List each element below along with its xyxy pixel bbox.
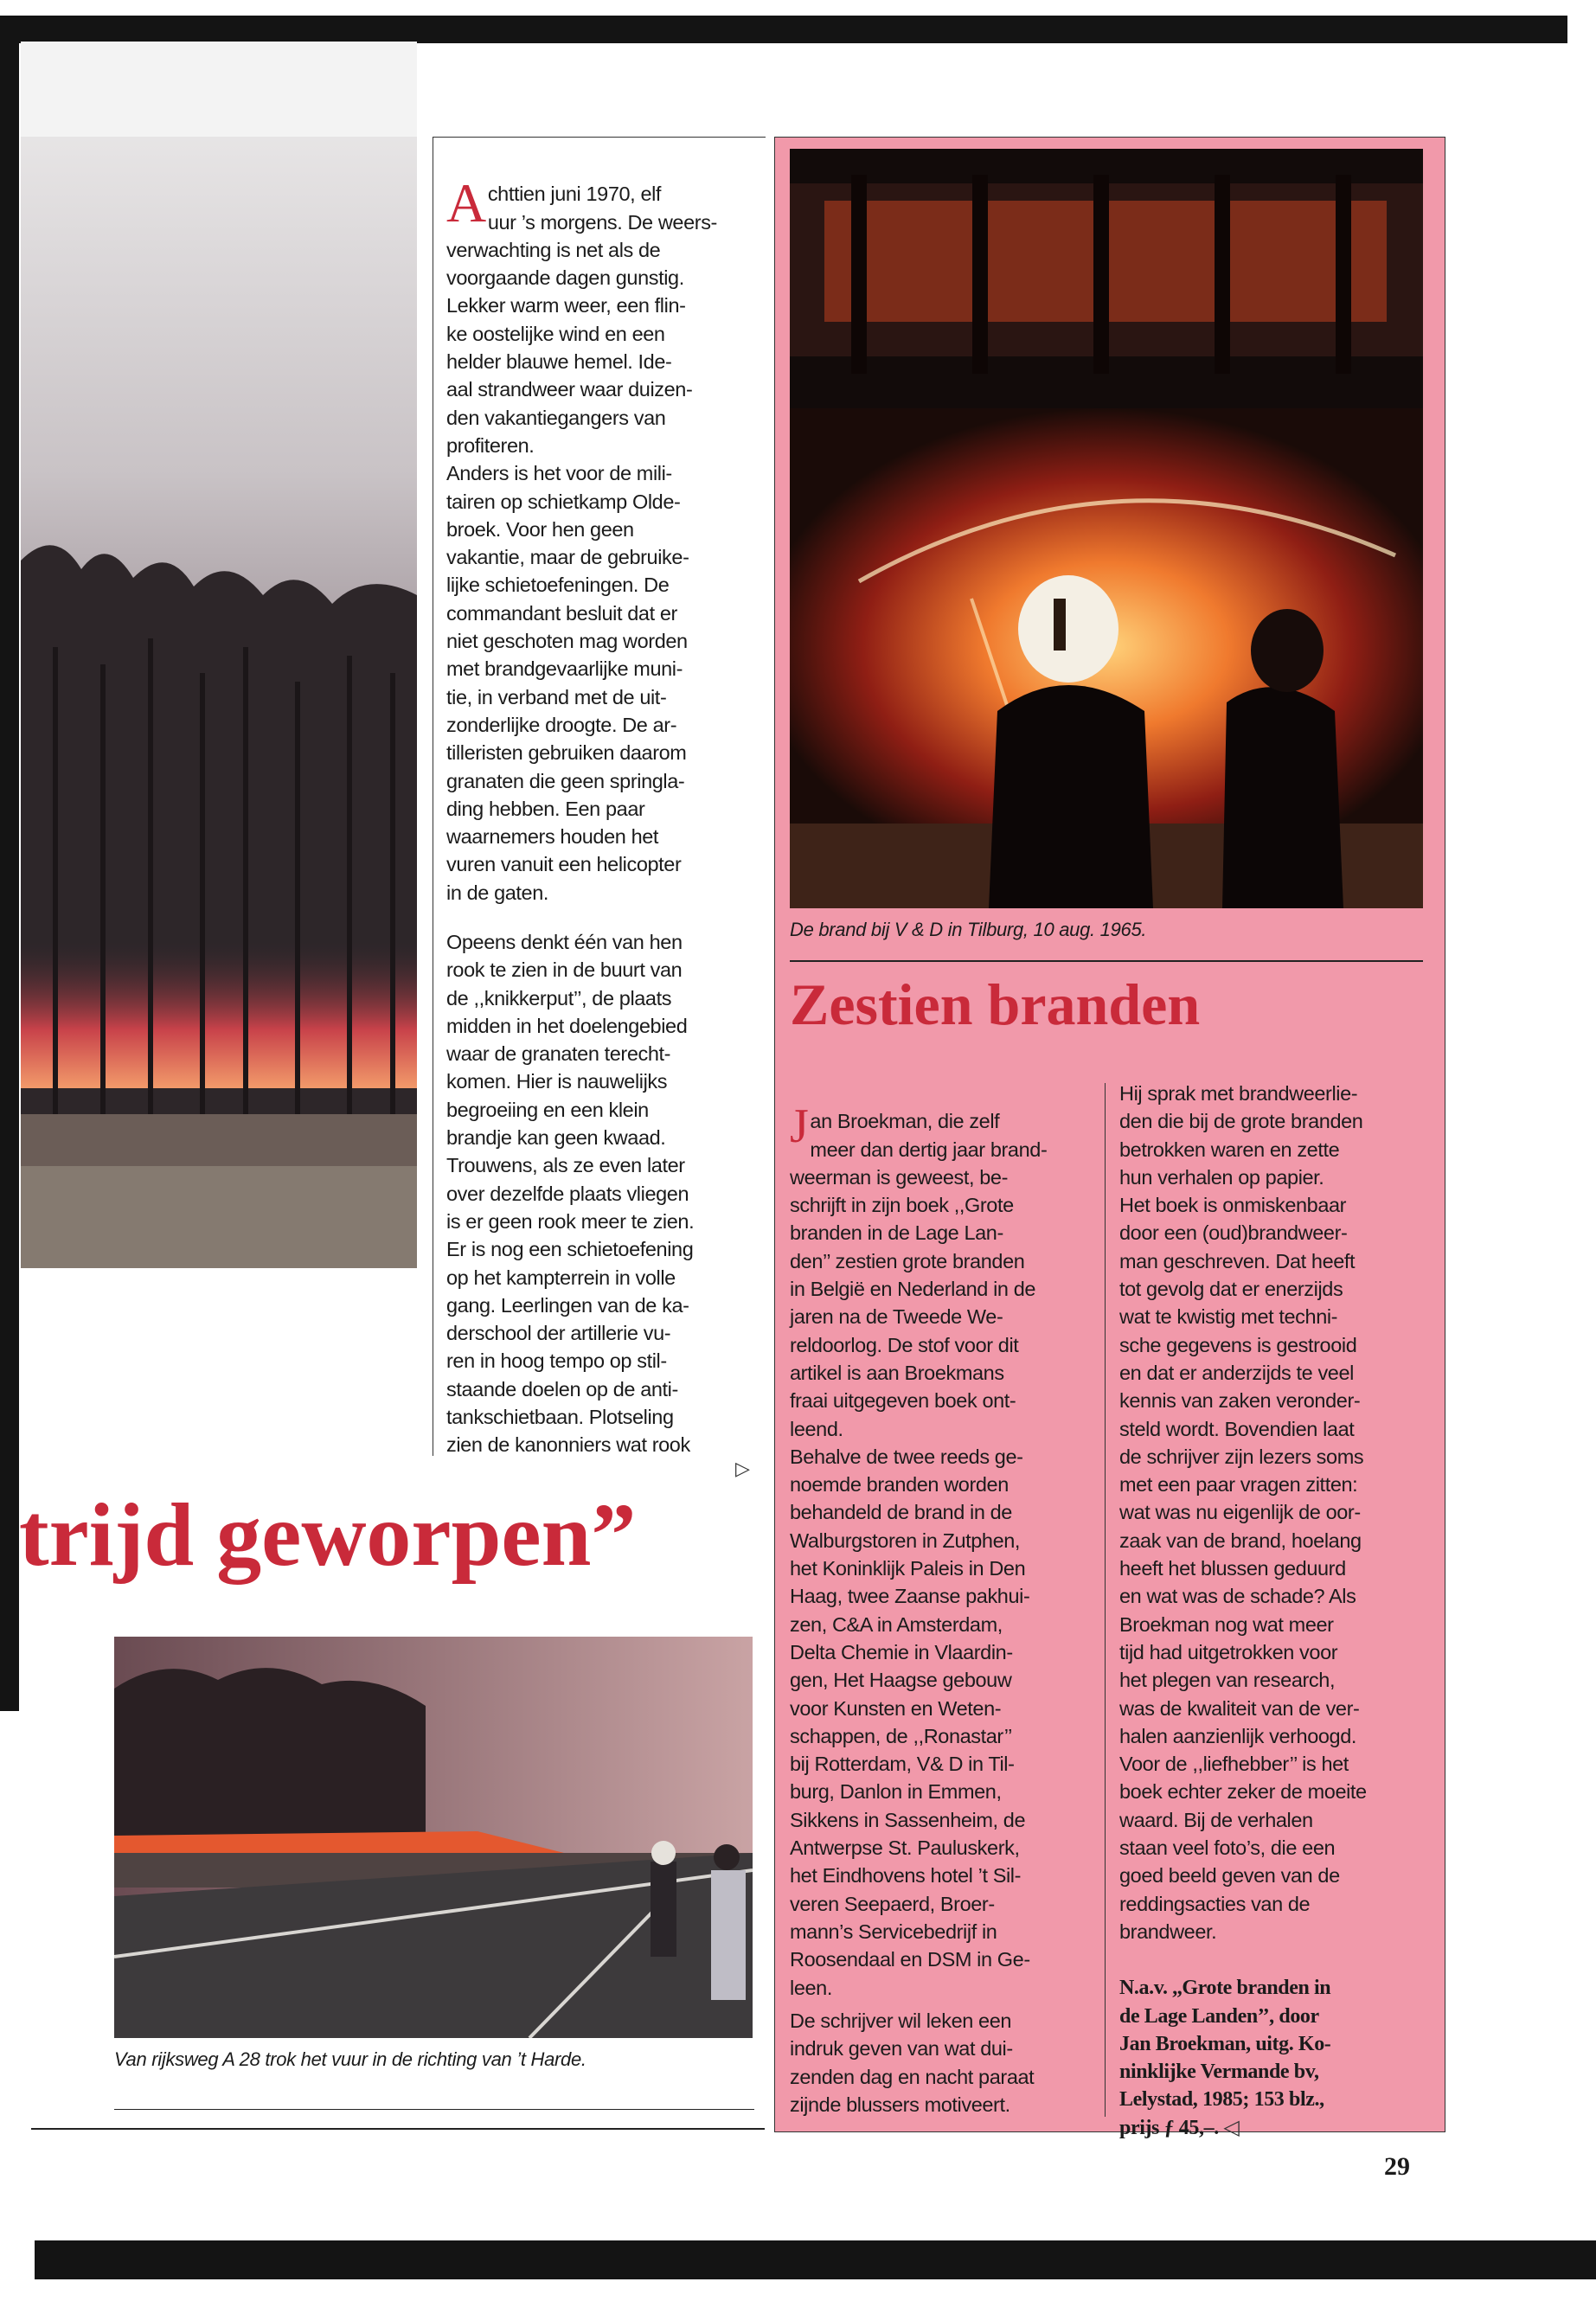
sidebar-column-1 (790, 1080, 1094, 2002)
bottom-black-bar (35, 2240, 1596, 2279)
article-paragraph-1: chttien juni 1970, elf uur ’s morgens. De weers- verwachting is net als de voorgaande dagen gunstig. Lekker warm weer, een flin- ke oostelijke wind en een helder blauwe hemel. Ide- aal strandweer waar duizen- den vakantiegangers van profiteren. Anders is het voor de mili- tairen op schietkamp Olde- broek. Voor hen geen vakantie, maar de gebruike- lijke schietoefeningen. De commandant besluit dat er niet geschoten mag worden met brandgevaarlijke muni- tie, in verband met de uit- zonderlijke droogte. De ar- tilleristen gebruiken daarom granaten die geen springla- ding hebben. Een paar waarnemers houden het vuren vanuit een helicopter in de gaten. (446, 183, 717, 904)
article-paragraph-2: Opeens denkt één van hen rook te zien in de buurt van de ,,knikkerput’’, de plaats midden in het doelengebied waar de granaten terecht- komen. Hier is nauwelijks begroeiing en een klein brandje kan geen kwaad. Trouwens, als ze even later over dezelfde plaats vliegen is er geen rook meer te zien. Er is nog een schietoefening op het kampterrein in volle gang. Leerlingen van de ka- derschool der artillerie vu- ren in hoog tempo op stil- staande doelen op de anti- tankschietbaan. Plotseling zien de kanonniers wat rook (446, 931, 695, 1457)
caption-rule (114, 2109, 754, 2110)
end-marker-icon: ◁ (1223, 2116, 1240, 2139)
sidebar-rule (790, 960, 1423, 962)
bottom-rule (31, 2128, 765, 2130)
forest-fire-photo (21, 42, 417, 1268)
book-reference-text: N.a.v. ,,Grote branden in de Lage Landen’’, door Jan Broekman, uitg. Ko- ninklijke Vermande bv, Lelystad, 1985; 153 blz., prijs ƒ 45,–. (1119, 1977, 1331, 2139)
sidebar-drop-cap: J (790, 1099, 809, 1154)
column-top-rule (433, 137, 766, 138)
drop-cap: A (446, 172, 486, 234)
highway-photo-caption: Van rijksweg A 28 trok het vuur in de richting van ’t Harde. (114, 2048, 586, 2070)
book-reference (1119, 1946, 1431, 2142)
left-black-bar (0, 42, 19, 1711)
sidebar-col1-paragraph-1: an Broekman, die zelf meer dan dertig jaar brand- weerman is geweest, be- schrijft in zijn boek ,,Grote branden in de Lage Lan- den’’ zestien grote branden in België en Nederland in de jaren na de Tweede We- reldoorlog. De stof voor dit artikel is aan Broekmans fraai uitgegeven boek ont- leend. Behalve de twee reeds ge- noemde branden worden behandeld de brand in de Walburgstoren in Zutphen, het Koninklijk Paleis in Den Haag, twee Zaanse pakhui- zen, C&A in Amsterdam, Delta Chemie in Vlaardin- gen, Het Haagse gebouw voor Kunsten en Weten- schappen, de ,,Ronastar’’ bij Rotterdam, V& D in Til- burg, Danlon in Emmen, Sikkens in Sassenheim, de Antwerpse St. Pauluskerk, het Eindhovens hotel ’t Sil- veren Seepaerd, Broer- mann’s Servicebedrijf in Roosendaal en DSM in Ge- leen. (790, 1110, 1048, 1999)
sidebar-column-rule (1105, 1083, 1106, 2117)
highway-fire-photo (114, 1637, 753, 2038)
sidebar-col1-paragraph-2: De schrijver wil leken een indruk geven van wat dui- zenden dag en nacht paraat zijnde blussers motiveert. (790, 2009, 1035, 2116)
continue-arrow-icon: ▷ (735, 1458, 750, 1479)
page-number: 29 (1384, 2152, 1410, 2181)
sidebar-col2-paragraph-1: Hij sprak met brandweerlie- den die bij de grote branden betrokken waren en zette hun verhalen op papier. Het boek is onmiskenbaar door een (oud)brandweer- man geschreven. Dat heeft tot gevolg dat er enerzijds wat te kwistig met techni- sche gegevens is gestrooid en dat er anderzijds te veel kennis van zaken veronder- steld wordt. Bovendien laat de schrijver zijn lezers soms met een paar vragen zitten: wat was nu eigenlijk de oor- zaak van de brand, hoelang heeft het blussen geduurd en wat was de schade? Als Broekman nog wat meer tijd had uitgetrokken voor het plegen van research, was de kwaliteit van de ver- halen aanzienlijk verhoogd. Voor de ,,liefhebber’’ is het boek echter zeker de moeite waard. Bij de verhalen staan veel foto’s, die een goed beeld geven van de reddingsacties van de brandweer. (1119, 1082, 1367, 1943)
sidebar-headline: Zestien branden (790, 971, 1201, 1037)
top-black-bar (0, 16, 1567, 43)
main-headline: trijd geworpen” (19, 1485, 637, 1585)
article-intro (446, 152, 766, 907)
fire-photo-caption: De brand bij V & D in Tilburg, 10 aug. 1965. (790, 919, 1147, 940)
warehouse-fire-photo (790, 149, 1423, 908)
